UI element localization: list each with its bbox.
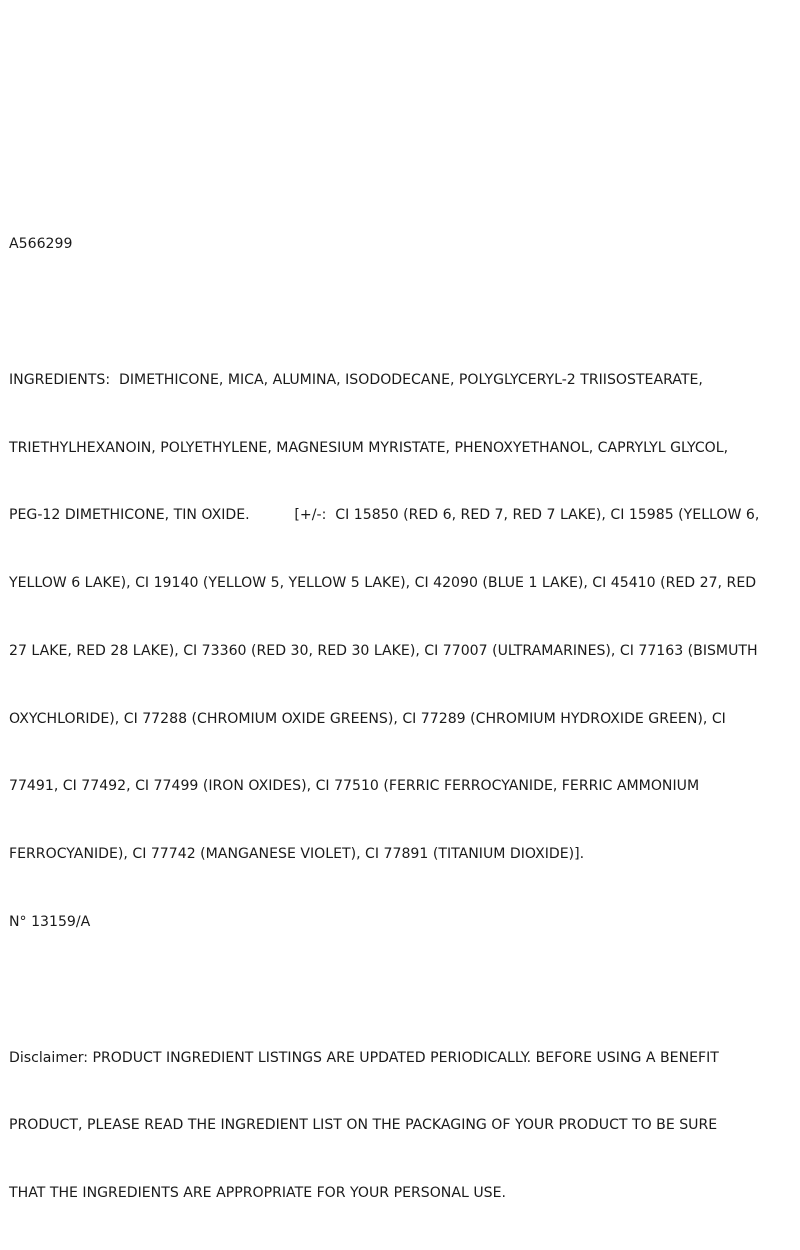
ingredients-line-2: TRIETHYLHEXANOIN, POLYETHYLENE, MAGNESIUM MYRISTATE, PHENOXYETHANOL, CAPRYLYL GLYCOL, <box>9 439 729 456</box>
product-code <box>9 188 795 301</box>
ingredients-list <box>9 324 795 979</box>
ingredients-line-8: FERROCYANIDE), CI 77742 (MANGANESE VIOLET), CI 77891 (TITANIUM DIOXIDE)]. <box>9 846 585 863</box>
disclaimer-line-1: Disclaimer: PRODUCT INGREDIENT LISTINGS ARE UPDATED PERIODICALLY. BEFORE USING A BENEFIT <box>9 1049 719 1066</box>
ingredient-document <box>9 188 795 1250</box>
ingredients-line-6: OXYCHLORIDE), CI 77288 (CHROMIUM OXIDE GREENS), CI 77289 (CHROMIUM HYDROXIDE GREEN), CI <box>9 710 726 727</box>
ingredients-line-7: 77491, CI 77492, CI 77499 (IRON OXIDES), CI 77510 (FERRIC FERROCYANIDE, FERRIC AMMONIUM <box>9 778 700 795</box>
disclaimer-line-2: PRODUCT, PLEASE READ THE INGREDIENT LIST ON THE PACKAGING OF YOUR PRODUCT TO BE SURE <box>9 1117 718 1134</box>
ingredients-line-4: YELLOW 6 LAKE), CI 19140 (YELLOW 5, YELLOW 5 LAKE), CI 42090 (BLUE 1 LAKE), CI 45410 (RED 27, RED <box>9 575 757 592</box>
formula-number: N° 13159/A <box>9 914 91 930</box>
ingredients-line-5: 27 LAKE, RED 28 LAKE), CI 73360 (RED 30, RED 30 LAKE), CI 77007 (ULTRAMARINES), CI 77163 (BISMUTH <box>9 642 758 659</box>
product-code-text: A566299 <box>9 236 73 253</box>
disclaimer <box>9 1001 795 1250</box>
spacer <box>9 301 795 324</box>
disclaimer-line-3: THAT THE INGREDIENTS ARE APPROPRIATE FOR YOUR PERSONAL USE. <box>9 1185 506 1202</box>
spacer <box>9 979 795 1002</box>
ingredients-line-1: INGREDIENTS: DIMETHICONE, MICA, ALUMINA, ISODODECANE, POLYGLYCERYL-2 TRIISOSTEARATE, <box>9 371 703 388</box>
ingredients-line-3: PEG-12 DIMETHICONE, TIN OXIDE. [+/-: CI 15850 (RED 6, RED 7, RED 7 LAKE), CI 15985 (YELLOW 6, <box>9 507 760 524</box>
